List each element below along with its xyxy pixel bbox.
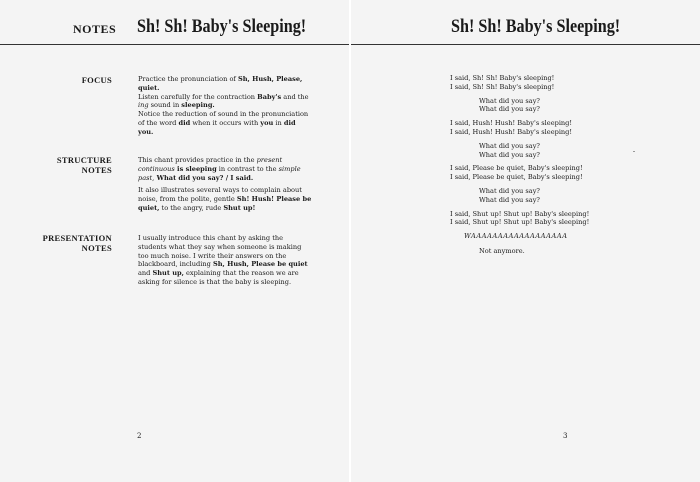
chant-response: What did you say? What did you say? <box>479 96 540 114</box>
structure-paragraph-1: This chant provides practice in the present continuous is sleeping in contrast to the simple past, What did you say? / I said. <box>138 156 301 182</box>
left-page <box>0 0 349 482</box>
right-page <box>351 0 700 482</box>
focus-paragraph: Practice the pronunciation of Sh, Hush, Please, quiet. Listen carefully for the contraction Baby's and the ing sound in sleeping. Notice the reduction of sound in the pronunciation of the word did when it occurs with you in did you. <box>138 75 309 136</box>
chant-text <box>450 74 690 256</box>
header-rule <box>0 44 349 45</box>
baby-cry: WAAAAAAAAAAAAAAAAAA <box>464 232 568 241</box>
right-page-number: 3 <box>563 432 568 440</box>
notes-header-label: NOTES <box>73 22 117 36</box>
chant-stanza: I said, Shut up! Shut up! Baby's sleeping! I said, Shut up! Shut up! Baby's sleeping! <box>450 209 590 227</box>
chant-response: What did you say? What did you say? <box>479 141 540 159</box>
chant-ending: Not anymore. <box>479 246 525 255</box>
presentation-notes-label: PRESENTATION NOTES <box>42 233 112 253</box>
focus-label: FOCUS <box>81 75 112 85</box>
structure-paragraph-2: It also illustrates several ways to complain about noise, from the polite, gentle Sh! Hush! Please be quiet, to the angry, rude Shut up! <box>138 186 312 212</box>
header-rule <box>351 44 700 45</box>
chant-stanza: I said, Hush! Hush! Baby's sleeping! I said, Hush! Hush! Baby's sleeping! <box>450 119 573 136</box>
chant-stanza: I said, Sh! Sh! Baby's sleeping! I said, Sh! Sh! Baby's sleeping! <box>450 74 555 91</box>
presentation-paragraph: I usually introduce this chant by asking the students what they say when someone is making too much noise. I write their answers on the blackboard, including Sh, Hush, Please be quiet and Shut up, explaining that the reason we are asking for silence is that the baby is sleeping. <box>138 234 308 286</box>
page-speck <box>633 151 635 152</box>
right-page-title: Sh! Sh! Baby's Sleeping! <box>451 16 621 37</box>
presentation-notes-body <box>138 234 313 291</box>
structure-notes-label: STRUCTURE NOTES <box>56 155 112 175</box>
structure-notes-body <box>138 156 313 217</box>
chant-response: What did you say? What did you say? <box>479 186 540 204</box>
left-page-title: Sh! Sh! Baby's Sleeping! <box>137 16 307 37</box>
chant-stanza: I said, Please be quiet, Baby's sleeping! I said, Please be quiet, Baby's sleeping! <box>450 164 583 182</box>
left-page-number: 2 <box>137 432 142 440</box>
focus-body <box>138 75 313 141</box>
